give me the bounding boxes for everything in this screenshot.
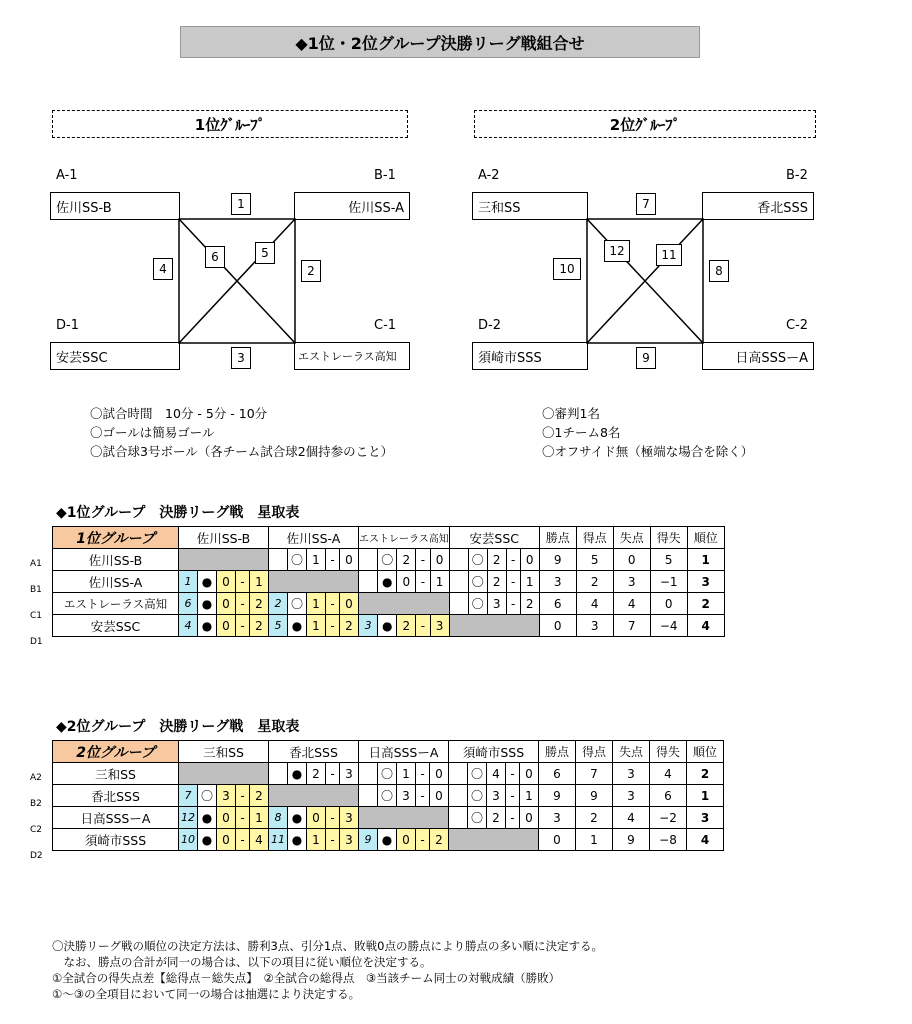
group2-match-diag-b: 12 — [604, 240, 630, 262]
group1-match-diag-b: 6 — [205, 246, 225, 268]
match-number: 1 — [179, 571, 198, 593]
self-match-cell — [179, 549, 269, 571]
match-number: 8 — [269, 807, 288, 829]
column-team-header: 香北SSS — [269, 741, 359, 763]
footer-notes — [52, 938, 603, 1002]
group2-match-lines — [586, 218, 704, 344]
row-team-name: 香北SSS — [53, 785, 179, 807]
table2-standings — [52, 740, 724, 851]
score-separator: - — [416, 829, 430, 851]
stat-value: 2 — [576, 807, 613, 829]
score-separator: - — [506, 593, 520, 615]
group2-label-bl: D-2 — [478, 318, 501, 333]
table2-heading: ◆2位グループ 決勝リーグ戦 星取表 — [56, 719, 300, 735]
stat-value: 6 — [539, 763, 576, 785]
goals-for: 3 — [487, 785, 506, 807]
footer-line: なお、勝点の合計が同一の場合は、以下の項目に従い順位を決定する。 — [52, 955, 432, 969]
stat-header: 順位 — [687, 527, 724, 549]
goals-against: 1 — [520, 785, 539, 807]
group-corner-label: 2位グループ — [53, 741, 179, 763]
self-match-cell — [269, 571, 359, 593]
rank-value: 1 — [687, 785, 724, 807]
score-separator: - — [506, 763, 520, 785]
group1-match-top: 1 — [231, 193, 251, 215]
table-row — [53, 763, 724, 785]
result-mark: ● — [288, 829, 307, 851]
goals-against: 0 — [520, 807, 539, 829]
table-row — [53, 549, 725, 571]
stat-value: 2 — [576, 571, 613, 593]
info-left — [90, 404, 393, 461]
goals-for: 1 — [307, 593, 326, 615]
score-separator: - — [416, 549, 430, 571]
goals-against: 3 — [340, 763, 359, 785]
goals-for: 2 — [307, 763, 326, 785]
match-number: 4 — [179, 615, 198, 637]
group1-team-tr: 佐川SS-A — [294, 192, 410, 220]
group1-match-diag-a: 5 — [255, 242, 275, 264]
result-mark: 〇 — [378, 549, 397, 571]
row-code: B2 — [30, 799, 42, 809]
score-separator: - — [326, 807, 340, 829]
result-mark: ● — [378, 615, 397, 637]
group2-label-tr: B-2 — [786, 168, 808, 183]
group2-team-tr: 香北SSS — [702, 192, 814, 220]
info-left-line: 〇ゴールは簡易ゴール — [90, 425, 215, 440]
row-code: D1 — [30, 637, 43, 647]
rank-value: 3 — [687, 571, 724, 593]
score-separator: - — [236, 615, 250, 637]
goals-for: 2 — [487, 807, 506, 829]
group2-team-tl: 三和SS — [472, 192, 588, 220]
group2-match-bottom: 9 — [636, 347, 656, 369]
stat-value: 4 — [576, 593, 613, 615]
goals-for: 2 — [487, 571, 506, 593]
result-mark: ● — [378, 829, 397, 851]
goals-against: 0 — [430, 549, 449, 571]
stat-value: 3 — [613, 763, 650, 785]
goals-for: 0 — [217, 829, 236, 851]
goals-against: 1 — [250, 571, 269, 593]
stat-header: 得失 — [650, 741, 687, 763]
goals-for: 0 — [217, 593, 236, 615]
info-right-line: 〇1チーム8名 — [542, 425, 621, 440]
goals-against: 0 — [520, 549, 539, 571]
goals-for: 0 — [217, 571, 236, 593]
stat-header: 勝点 — [539, 741, 576, 763]
goals-for: 2 — [397, 549, 416, 571]
row-code: A2 — [30, 773, 42, 783]
score-separator: - — [326, 829, 340, 851]
match-number: 3 — [359, 615, 378, 637]
result-mark: 〇 — [468, 571, 487, 593]
footer-line: ①全試合の得失点差【総得点－総失点】 ②全試合の総得点 ③当該チーム同士の対戦成績（勝敗） — [52, 971, 561, 985]
score-separator: - — [326, 593, 340, 615]
stat-value: 9 — [539, 549, 576, 571]
row-code: C1 — [30, 611, 43, 621]
self-match-cell — [449, 829, 539, 851]
stat-value: 3 — [576, 615, 613, 637]
self-match-cell — [449, 615, 539, 637]
stat-value: 5 — [576, 549, 613, 571]
stat-value: 9 — [613, 829, 650, 851]
stat-header: 失点 — [613, 527, 650, 549]
row-team-name: 日高SSSーA — [53, 807, 179, 829]
group1-team-tl: 佐川SS-B — [50, 192, 180, 220]
rank-value: 1 — [687, 549, 724, 571]
goals-against: 0 — [340, 549, 359, 571]
row-code: B1 — [30, 585, 42, 595]
row-team-name: 三和SS — [53, 763, 179, 785]
rank-value: 2 — [687, 763, 724, 785]
goals-for: 3 — [487, 593, 506, 615]
match-number: 10 — [179, 829, 198, 851]
stat-value: 7 — [613, 615, 650, 637]
goals-for: 2 — [397, 615, 416, 637]
result-mark: 〇 — [288, 549, 307, 571]
goals-against: 4 — [250, 829, 269, 851]
goals-for: 0 — [397, 571, 416, 593]
stat-value: 9 — [576, 785, 613, 807]
goals-for: 2 — [487, 549, 506, 571]
group1-label-tr: B-1 — [374, 168, 396, 183]
stat-value: 0 — [650, 593, 687, 615]
result-mark: 〇 — [198, 785, 217, 807]
goals-for: 1 — [307, 549, 326, 571]
match-number: 12 — [179, 807, 198, 829]
row-team-name: 佐川SS-A — [53, 571, 179, 593]
group2-label-tl: A-2 — [478, 168, 500, 183]
score-separator: - — [416, 571, 430, 593]
stat-value: 3 — [613, 785, 650, 807]
rank-value: 4 — [687, 615, 724, 637]
row-team-name: 安芸SSC — [53, 615, 179, 637]
goals-for: 0 — [217, 615, 236, 637]
stat-value: 3 — [613, 571, 650, 593]
table1-standings — [52, 526, 725, 637]
score-separator: - — [326, 615, 340, 637]
rank-value: 2 — [687, 593, 724, 615]
group1-match-bottom: 3 — [231, 347, 251, 369]
goals-against: 1 — [250, 807, 269, 829]
goals-against: 0 — [340, 593, 359, 615]
info-right-line: 〇オフサイド無（極端な場合を除く） — [542, 444, 754, 459]
group-corner-label: 1位グループ — [53, 527, 179, 549]
stat-value: 1 — [576, 829, 613, 851]
stat-value: 6 — [650, 785, 687, 807]
result-mark: 〇 — [468, 593, 487, 615]
table-row — [53, 571, 725, 593]
stat-header: 得失 — [650, 527, 687, 549]
column-team-header: 佐川SS-B — [179, 527, 269, 549]
score-separator: - — [416, 763, 430, 785]
column-team-header: 須崎市SSS — [449, 741, 539, 763]
score-separator: - — [236, 829, 250, 851]
match-number: 11 — [269, 829, 288, 851]
score-separator: - — [506, 571, 520, 593]
goals-for: 3 — [397, 785, 416, 807]
stat-value: −2 — [650, 807, 687, 829]
goals-for: 0 — [217, 807, 236, 829]
match-number — [449, 785, 468, 807]
column-team-header: 日高SSSーA — [359, 741, 449, 763]
goals-against: 1 — [520, 571, 539, 593]
score-separator: - — [236, 571, 250, 593]
goals-against: 0 — [520, 763, 539, 785]
stat-value: 9 — [539, 785, 576, 807]
group2-match-right: 8 — [709, 260, 729, 282]
page-title: ◆1位・2位グループ決勝リーグ戦組合せ — [180, 26, 700, 58]
match-number: 5 — [269, 615, 288, 637]
goals-against: 1 — [430, 571, 449, 593]
stat-header: 勝点 — [539, 527, 576, 549]
result-mark: ● — [288, 615, 307, 637]
stat-header: 得点 — [576, 527, 613, 549]
match-number — [449, 571, 468, 593]
stat-value: 3 — [539, 807, 576, 829]
score-separator: - — [326, 549, 340, 571]
match-number — [449, 763, 468, 785]
stat-value: −4 — [650, 615, 687, 637]
row-code: D2 — [30, 851, 43, 861]
goals-against: 2 — [340, 615, 359, 637]
result-mark: ● — [378, 571, 397, 593]
result-mark: 〇 — [468, 807, 487, 829]
goals-for: 1 — [307, 615, 326, 637]
result-mark: 〇 — [468, 763, 487, 785]
score-separator: - — [236, 593, 250, 615]
result-mark: ● — [198, 571, 217, 593]
rank-value: 4 — [687, 829, 724, 851]
score-separator: - — [236, 807, 250, 829]
match-number — [269, 763, 288, 785]
stat-header: 失点 — [613, 741, 650, 763]
goals-for: 1 — [307, 829, 326, 851]
result-mark: ● — [198, 615, 217, 637]
match-number — [269, 549, 288, 571]
score-separator: - — [416, 615, 430, 637]
row-team-name: 須崎市SSS — [53, 829, 179, 851]
result-mark: ● — [288, 763, 307, 785]
match-number — [449, 807, 468, 829]
stat-value: −8 — [650, 829, 687, 851]
self-match-cell — [269, 785, 359, 807]
goals-for: 0 — [307, 807, 326, 829]
score-separator: - — [416, 785, 430, 807]
result-mark: ● — [198, 593, 217, 615]
group1-label-bl: D-1 — [56, 318, 79, 333]
result-mark: 〇 — [288, 593, 307, 615]
table-row — [53, 593, 725, 615]
result-mark: ● — [198, 807, 217, 829]
match-number — [449, 549, 468, 571]
match-number — [359, 571, 378, 593]
score-separator: - — [506, 785, 520, 807]
goals-for: 3 — [217, 785, 236, 807]
row-team-name: 佐川SS-B — [53, 549, 179, 571]
match-number — [359, 549, 378, 571]
stat-value: 0 — [613, 549, 650, 571]
stat-value: −1 — [650, 571, 687, 593]
table-row — [53, 829, 724, 851]
group1-match-left: 4 — [153, 258, 173, 280]
row-team-name: エストレーラス高知 — [53, 593, 179, 615]
group2-label-br: C-2 — [786, 318, 809, 333]
result-mark: 〇 — [468, 785, 487, 807]
table-row — [53, 785, 724, 807]
column-team-header: 佐川SS-A — [269, 527, 359, 549]
stat-value: 5 — [650, 549, 687, 571]
goals-against: 3 — [340, 807, 359, 829]
stat-value: 0 — [539, 829, 576, 851]
group1-label-tl: A-1 — [56, 168, 78, 183]
goals-against: 0 — [430, 763, 449, 785]
score-separator: - — [506, 549, 520, 571]
table-row — [53, 615, 725, 637]
stat-header: 得点 — [576, 741, 613, 763]
rank-value: 3 — [687, 807, 724, 829]
goals-against: 2 — [520, 593, 539, 615]
stat-value: 3 — [539, 571, 576, 593]
result-mark: 〇 — [468, 549, 487, 571]
goals-against: 2 — [250, 593, 269, 615]
stat-header: 順位 — [687, 741, 724, 763]
score-separator: - — [506, 807, 520, 829]
footer-line: ①～③の全項目において同一の場合は抽選により決定する。 — [52, 987, 361, 1001]
stat-value: 4 — [613, 807, 650, 829]
column-team-header: 安芸SSC — [449, 527, 539, 549]
match-number: 6 — [179, 593, 198, 615]
group2-match-diag-a: 11 — [656, 244, 682, 266]
info-left-line: 〇試合時間 10分 - 5分 - 10分 — [90, 406, 268, 421]
group1-team-bl: 安芸SSC — [50, 342, 180, 370]
goals-against: 2 — [250, 615, 269, 637]
column-team-header: エストレーラス高知 — [359, 527, 450, 549]
self-match-cell — [179, 763, 269, 785]
stat-value: 0 — [539, 615, 576, 637]
group1-match-right: 2 — [301, 260, 321, 282]
match-number: 7 — [179, 785, 198, 807]
table-header-row — [53, 741, 724, 763]
match-number: 2 — [269, 593, 288, 615]
stat-value: 4 — [613, 593, 650, 615]
stat-value: 6 — [539, 593, 576, 615]
result-mark: 〇 — [378, 763, 397, 785]
self-match-cell — [359, 593, 450, 615]
group2-match-top: 7 — [636, 193, 656, 215]
row-code: A1 — [30, 559, 42, 569]
result-mark: 〇 — [378, 785, 397, 807]
group2-title: 2位ｸﾞﾙｰﾌﾟ — [474, 110, 816, 138]
result-mark: ● — [198, 829, 217, 851]
table1-heading: ◆1位グループ 決勝リーグ戦 星取表 — [56, 505, 300, 521]
goals-against: 2 — [250, 785, 269, 807]
group1-title: 1位ｸﾞﾙｰﾌﾟ — [52, 110, 408, 138]
match-number: 9 — [359, 829, 378, 851]
self-match-cell — [359, 807, 449, 829]
stat-value: 7 — [576, 763, 613, 785]
column-team-header: 三和SS — [179, 741, 269, 763]
score-separator: - — [236, 785, 250, 807]
match-number — [359, 763, 378, 785]
score-separator: - — [326, 763, 340, 785]
match-number — [359, 785, 378, 807]
goals-against: 2 — [430, 829, 449, 851]
footer-line: 〇決勝リーグ戦の順位の決定方法は、勝利3点、引分1点、敗戦0点の勝点により勝点の多い順に決定する。 — [52, 939, 603, 953]
info-right — [542, 404, 753, 461]
group1-label-br: C-1 — [374, 318, 397, 333]
group2-match-left: 10 — [553, 258, 581, 280]
table-header-row — [53, 527, 725, 549]
group1-match-lines — [178, 218, 296, 344]
goals-for: 1 — [397, 763, 416, 785]
goals-for: 4 — [487, 763, 506, 785]
result-mark: ● — [288, 807, 307, 829]
group2-team-bl: 須崎市SSS — [472, 342, 588, 370]
goals-against: 3 — [430, 615, 449, 637]
info-right-line: 〇審判1名 — [542, 406, 600, 421]
goals-against: 0 — [430, 785, 449, 807]
match-number — [449, 593, 468, 615]
stat-value: 4 — [650, 763, 687, 785]
group2-team-br: 日高SSSーA — [702, 342, 814, 370]
goals-against: 3 — [340, 829, 359, 851]
info-left-line: 〇試合球3号ボール（各チーム試合球2個持参のこと） — [90, 444, 394, 459]
group1-team-br: エストレーラス高知 — [294, 342, 410, 370]
goals-for: 0 — [397, 829, 416, 851]
row-code: C2 — [30, 825, 43, 835]
table-row — [53, 807, 724, 829]
